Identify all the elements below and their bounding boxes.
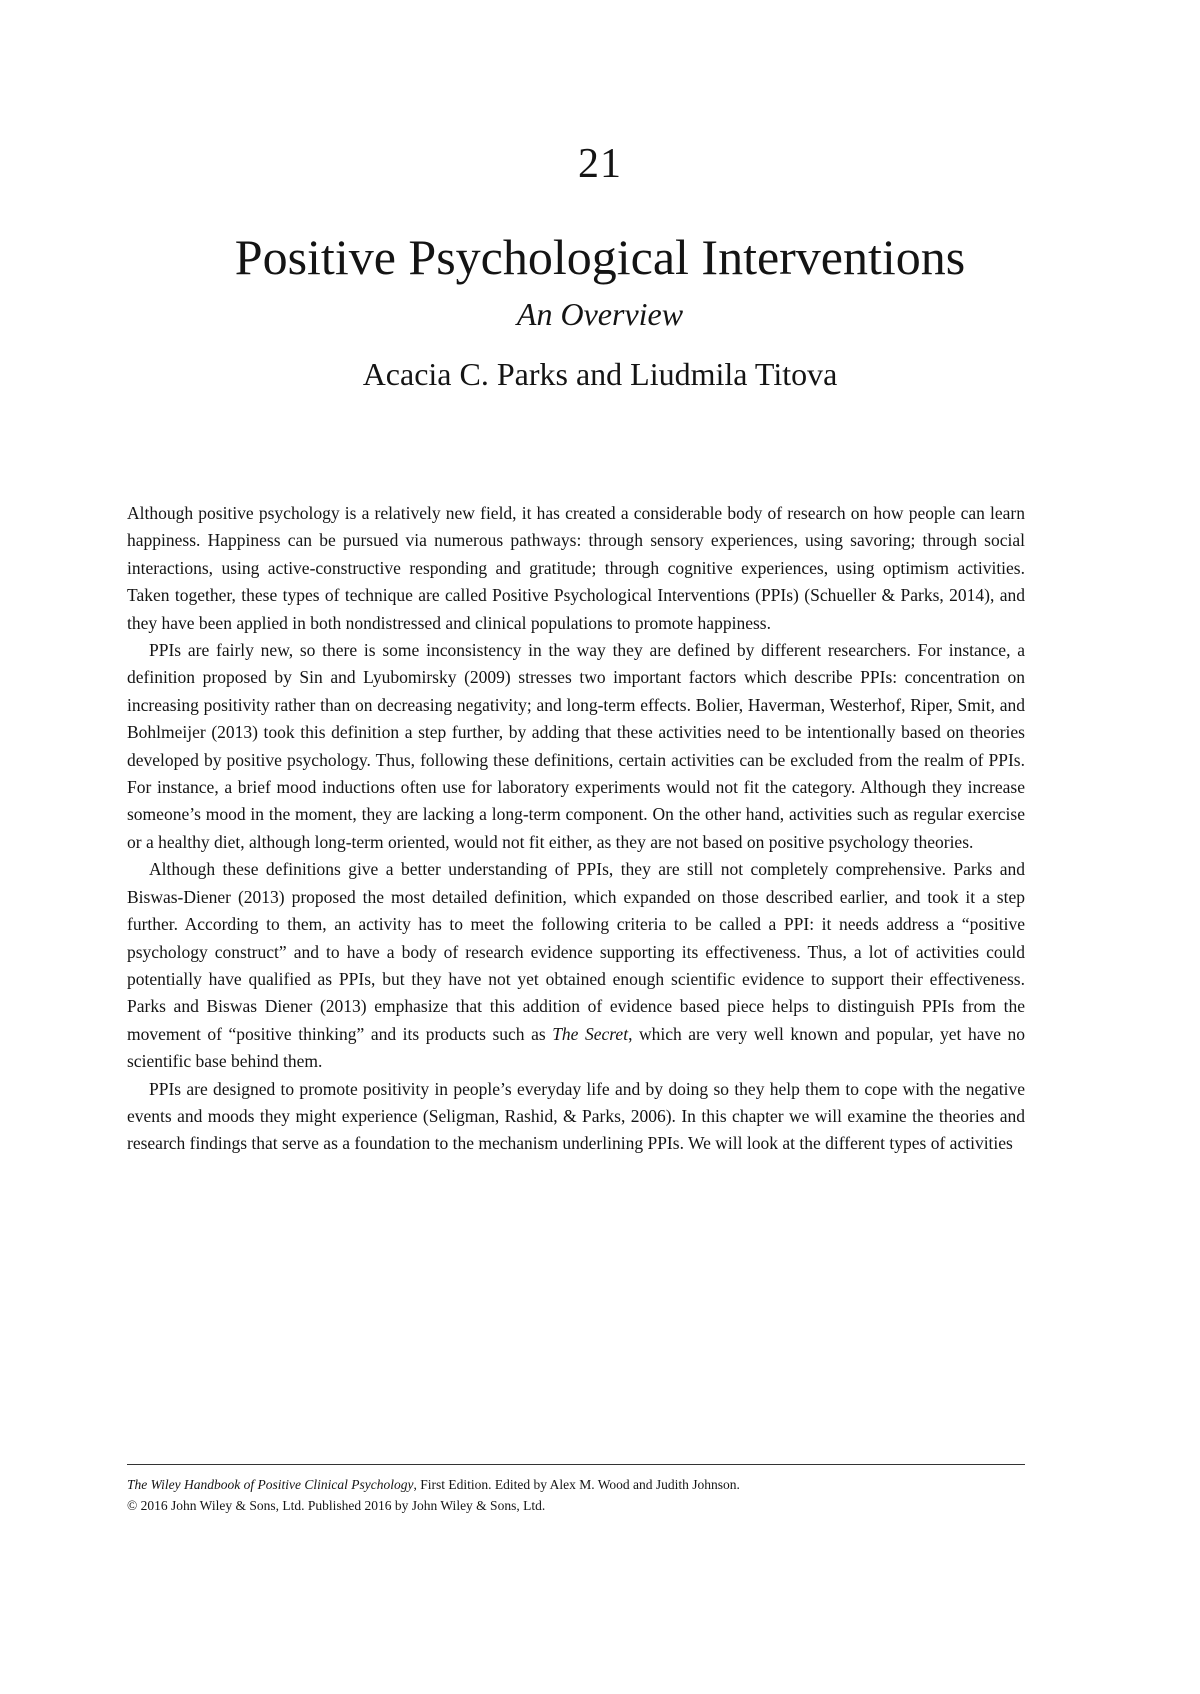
footer-copyright: © 2016 John Wiley & Sons, Ltd. Published 2016 by John Wiley & Sons, Ltd. [127, 1498, 546, 1513]
footer-book-title: The Wiley Handbook of Positive Clinical Psychology [127, 1477, 414, 1492]
footer-edition-text: , First Edition. Edited by Alex M. Wood and Judith Johnson. [413, 1477, 740, 1492]
chapter-title: Positive Psychological Interventions [234, 229, 966, 285]
footer [127, 1474, 1025, 1516]
chapter-number: 21 [578, 141, 622, 187]
paragraph-4: PPIs are designed to promote positivity in people’s everyday life and by doing so they help them to cope with the negative events and moods they might experience (Seligman, Rashid, & Parks, 2006). In this chapter we will examine the theories and research findings that serve as a foundation to the mechanism underlining PPIs. We will look at the different types of activities [127, 1078, 1025, 1154]
paragraph-3 [127, 856, 1025, 1075]
footer-divider [127, 1464, 1025, 1465]
paragraph-2: PPIs are fairly new, so there is some inconsistency in the way they are defined by different researchers. For instance, a definition proposed by Sin and Lyubomirsky (2009) stresses two important factors which describe PPIs: concentration on increasing positivity rather than on decreasing negativity; and long-term effects. Bolier, Haverman, Westerhof, Riper, Smit, and Bohlmeijer (2013) took this definition a step further, by adding that these activities need to be intentionally based on theories developed by positive psychology. Thus, following these definitions, certain activities can be excluded from the realm of PPIs. For instance, a brief mood inductions often use for laboratory experiments would not fit the category. Although they increase someone’s mood in the moment, they are lacking a long-term component. On the other hand, activities such as regular exercise or a healthy diet, although long-term oriented, would not fit either, as they are not based on positive psychology theories. [127, 640, 1025, 852]
paragraph-3-text-after: , which are very well known and popular, yet have no scientific base behind them. [127, 1023, 1026, 1072]
chapter-authors: Acacia C. Parks and Liudmila Titova [362, 356, 838, 392]
paragraph-1: Although positive psychology is a relatively new field, it has created a considerable body of research on how people can learn happiness. Happiness can be pursued via numerous pathways: through sensory experiences, using savoring; through social interactions, using active-constructive responding and gratitude; through cognitive experiences, using optimism activities. Taken together, these types of technique are called Positive Psychological Interventions (PPIs) (Schueller & Parks, 2014), and they have been applied in both nondistressed and clinical populations to promote happiness. [127, 503, 1025, 633]
body-text [127, 500, 1025, 1158]
footer-edition-line [127, 1474, 1025, 1495]
paragraph-3-text-before: Although these definitions give a better understanding of PPIs, they are still not completely comprehensive. Parks and Biswas-Diener (2013) proposed the most detailed definition, which expanded on those described earlier, and took it a step further. According to them, an activity has to meet the following criteria to be called a PPI: it needs address a “positive psychology construct” and to have a body of research evidence supporting its effectiveness. Thus, a lot of activities could potentially have qualified as PPIs, but they have not yet obtained enough scientific evidence to support their effectiveness. Parks and Biswas Diener (2013) emphasize that this addition of evidence based piece helps to distinguish PPIs from the movement of “positive thinking” and its products such as [127, 859, 1025, 1044]
book-title-the-secret: The Secret [552, 1023, 629, 1044]
chapter-subtitle: An Overview [516, 296, 684, 332]
